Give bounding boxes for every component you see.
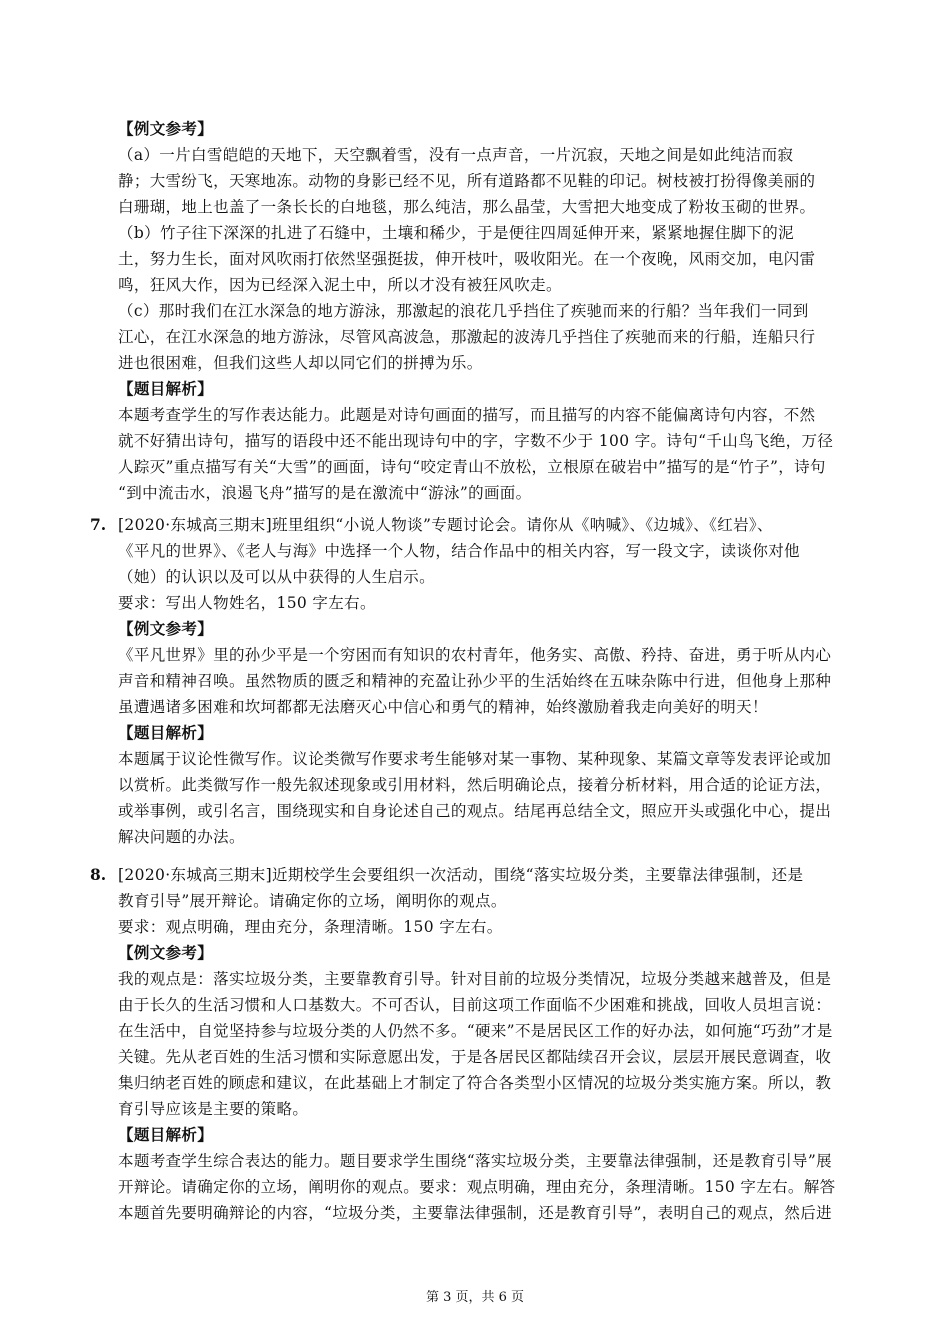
paragraph-line: 人踪灭”重点描写有关“大雪”的画面，诗句“咬定青山不放松，立根原在破岩中”描写的是“竹子”，诗句 xyxy=(118,458,826,476)
paragraph-line: 育引导应该是主要的策略。 xyxy=(118,1100,309,1118)
analysis-heading: 【题目解析】 xyxy=(118,1125,214,1144)
paragraph-line: 由于长久的生活习惯和人口基数大。不可否认，目前这项工作面临不少困难和挑战，回收人员坦言说： xyxy=(118,996,832,1014)
paragraph-line: （b）竹子往下深深的扎进了石缝中，土壤和稀少，于是便往四周延伸开来，紧紧地握住脚下的泥 xyxy=(118,224,794,242)
example-reference-heading: 【例文参考】 xyxy=(118,619,214,638)
paragraph-line: 声音和精神召唤。虽然物质的匮乏和精神的充盈让孙少平的生活始终在五味杂陈中行进，但他身上那种 xyxy=(118,672,832,690)
analysis-heading: 【题目解析】 xyxy=(118,723,214,742)
paragraph-line: 《平凡世界》里的孙少平是一个穷困而有知识的农村青年，他务实、高傲、矜持、奋进，勇于听从内心 xyxy=(118,646,832,664)
paragraph-line: 集归纳老百姓的顾虑和建议，在此基础上才制定了符合各类型小区情况的垃圾分类实施方案。所以，教 xyxy=(118,1074,832,1092)
paragraph-line: 在生活中，自觉坚持参与垃圾分类的人仍然不多。“硬来”不是居民区工作的好办法，如何施“巧劲”才是 xyxy=(118,1022,833,1040)
paragraph-line: “到中流击水，浪遏飞舟”描写的是在激流中“游泳”的画面。 xyxy=(118,484,532,502)
question-line: [2020·东城高三期末]班里组织“小说人物谈”专题讨论会。请你从《呐喊》、《边城》、《红岩》、 xyxy=(118,516,773,534)
paragraph-line: 以赏析。此类微写作一般先叙述现象或引用材料，然后明确论点，接着分析材料，用合适的论证方法， xyxy=(118,776,832,794)
paragraph-line: 土，努力生长，面对风吹雨打依然坚强挺拔，伸开枝叶，吸收阳光。在一个夜晚，风雨交加，电闪雷 xyxy=(118,250,816,268)
paragraph-line: 解决问题的办法。 xyxy=(118,828,245,846)
paragraph-line: 或举事例，或引名言，围绕现实和自身论述自己的观点。结尾再总结全文，照应开头或强化中心，提出 xyxy=(118,802,832,820)
paragraph-line: 鸣，狂风大作，因为已经深入泥土中，所以才没有被狂风吹走。 xyxy=(118,276,562,294)
question-number: 8. xyxy=(90,865,107,884)
paragraph-line: 白珊瑚，地上也盖了一条长长的白地毯，那么纯洁，那么晶莹，大雪把大地变成了粉妆玉砌的世界。 xyxy=(118,198,816,216)
example-reference-heading: 【例文参考】 xyxy=(118,119,214,138)
question-line: 《平凡的世界》、《老人与海》中选择一个人物，结合作品中的相关内容，写一段文字，读谈你对他 xyxy=(118,542,800,560)
requirement-line: 要求：写出人物姓名，150 字左右。 xyxy=(118,594,376,612)
page-footer: 第 3 页，共 6 页 xyxy=(425,1290,525,1305)
analysis-heading: 【题目解析】 xyxy=(118,379,214,398)
paragraph-line: （a）一片白雪皑皑的天地下，天空飘着雪，没有一点声音，一片沉寂，天地之间是如此纯洁而寂 xyxy=(118,146,794,164)
paragraph-line: 静；大雪纷飞，天寒地冻。动物的身影已经不见，所有道路都不见鞋的印记。树枝被打扮得像美丽的 xyxy=(118,172,816,190)
paragraph-line: 进也很困难，但我们这些人却以同它们的拼搏为乐。 xyxy=(118,354,483,372)
paragraph-line: 江心，在江水深急的地方游泳，尽管风高波急，那激起的波涛几乎挡住了疾驰而来的行船，连船只行 xyxy=(118,328,816,346)
paragraph-line: 本题考查学生的写作表达能力。此题是对诗句画面的描写，而且描写的内容不能偏离诗句内容，不然 xyxy=(118,406,816,424)
question-line: [2020·东城高三期末]近期校学生会要组织一次活动，围绕“落实垃圾分类，主要靠法律强制，还是 xyxy=(118,866,804,884)
paragraph-line: 本题考查学生综合表达的能力。题目要求学生围绕“落实垃圾分类，主要靠法律强制，还是教育引导”展 xyxy=(118,1152,832,1170)
requirement-line: 要求：观点明确，理由充分，条理清晰。150 字左右。 xyxy=(118,918,503,936)
question-8 xyxy=(118,862,863,1226)
paragraph-line: 关键。先从老百姓的生活习惯和实际意愿出发，于是各居民区都陆续召开会议，层层开展民意调查，收 xyxy=(118,1048,832,1066)
section-a xyxy=(118,116,863,506)
question-7 xyxy=(118,512,863,850)
question-line: 教育引导”展开辩论。请确定你的立场，阐明你的观点。 xyxy=(118,892,507,910)
question-number: 7. xyxy=(90,515,107,534)
paragraph-line: 本题属于议论性微写作。议论类微写作要求考生能够对某一事物、某种现象、某篇文章等发表评论或加 xyxy=(118,750,832,768)
paragraph-line: 虽遭遇诸多困难和坎坷都都无法磨灭心中信心和勇气的精神，始终激励着我走向美好的明天！ xyxy=(118,698,768,716)
paragraph-line: 就不好猜出诗句，描写的语段中还不能出现诗句中的字，字数不少于 100 字。诗句“千山鸟飞绝，万径 xyxy=(118,432,834,450)
question-line: （她）的认识以及可以从中获得的人生启示。 xyxy=(118,568,436,586)
example-reference-heading: 【例文参考】 xyxy=(118,943,214,962)
paragraph-line: 开辩论。请确定你的立场，阐明你的观点。要求：观点明确，理由充分，条理清晰。150 字左右。解答 xyxy=(118,1178,836,1196)
paragraph-line: （c）那时我们在江水深急的地方游泳，那激起的浪花几乎挡住了疾驰而来的行船？当年我们一同到 xyxy=(118,302,809,320)
paragraph-line: 我的观点是：落实垃圾分类，主要靠教育引导。针对目前的垃圾分类情况，垃圾分类越来越普及，但是 xyxy=(118,970,832,988)
paragraph-line: 本题首先要明确辩论的内容，“垃圾分类，主要靠法律强制，还是教育引导”，表明自己的观点，然后进 xyxy=(118,1204,832,1222)
